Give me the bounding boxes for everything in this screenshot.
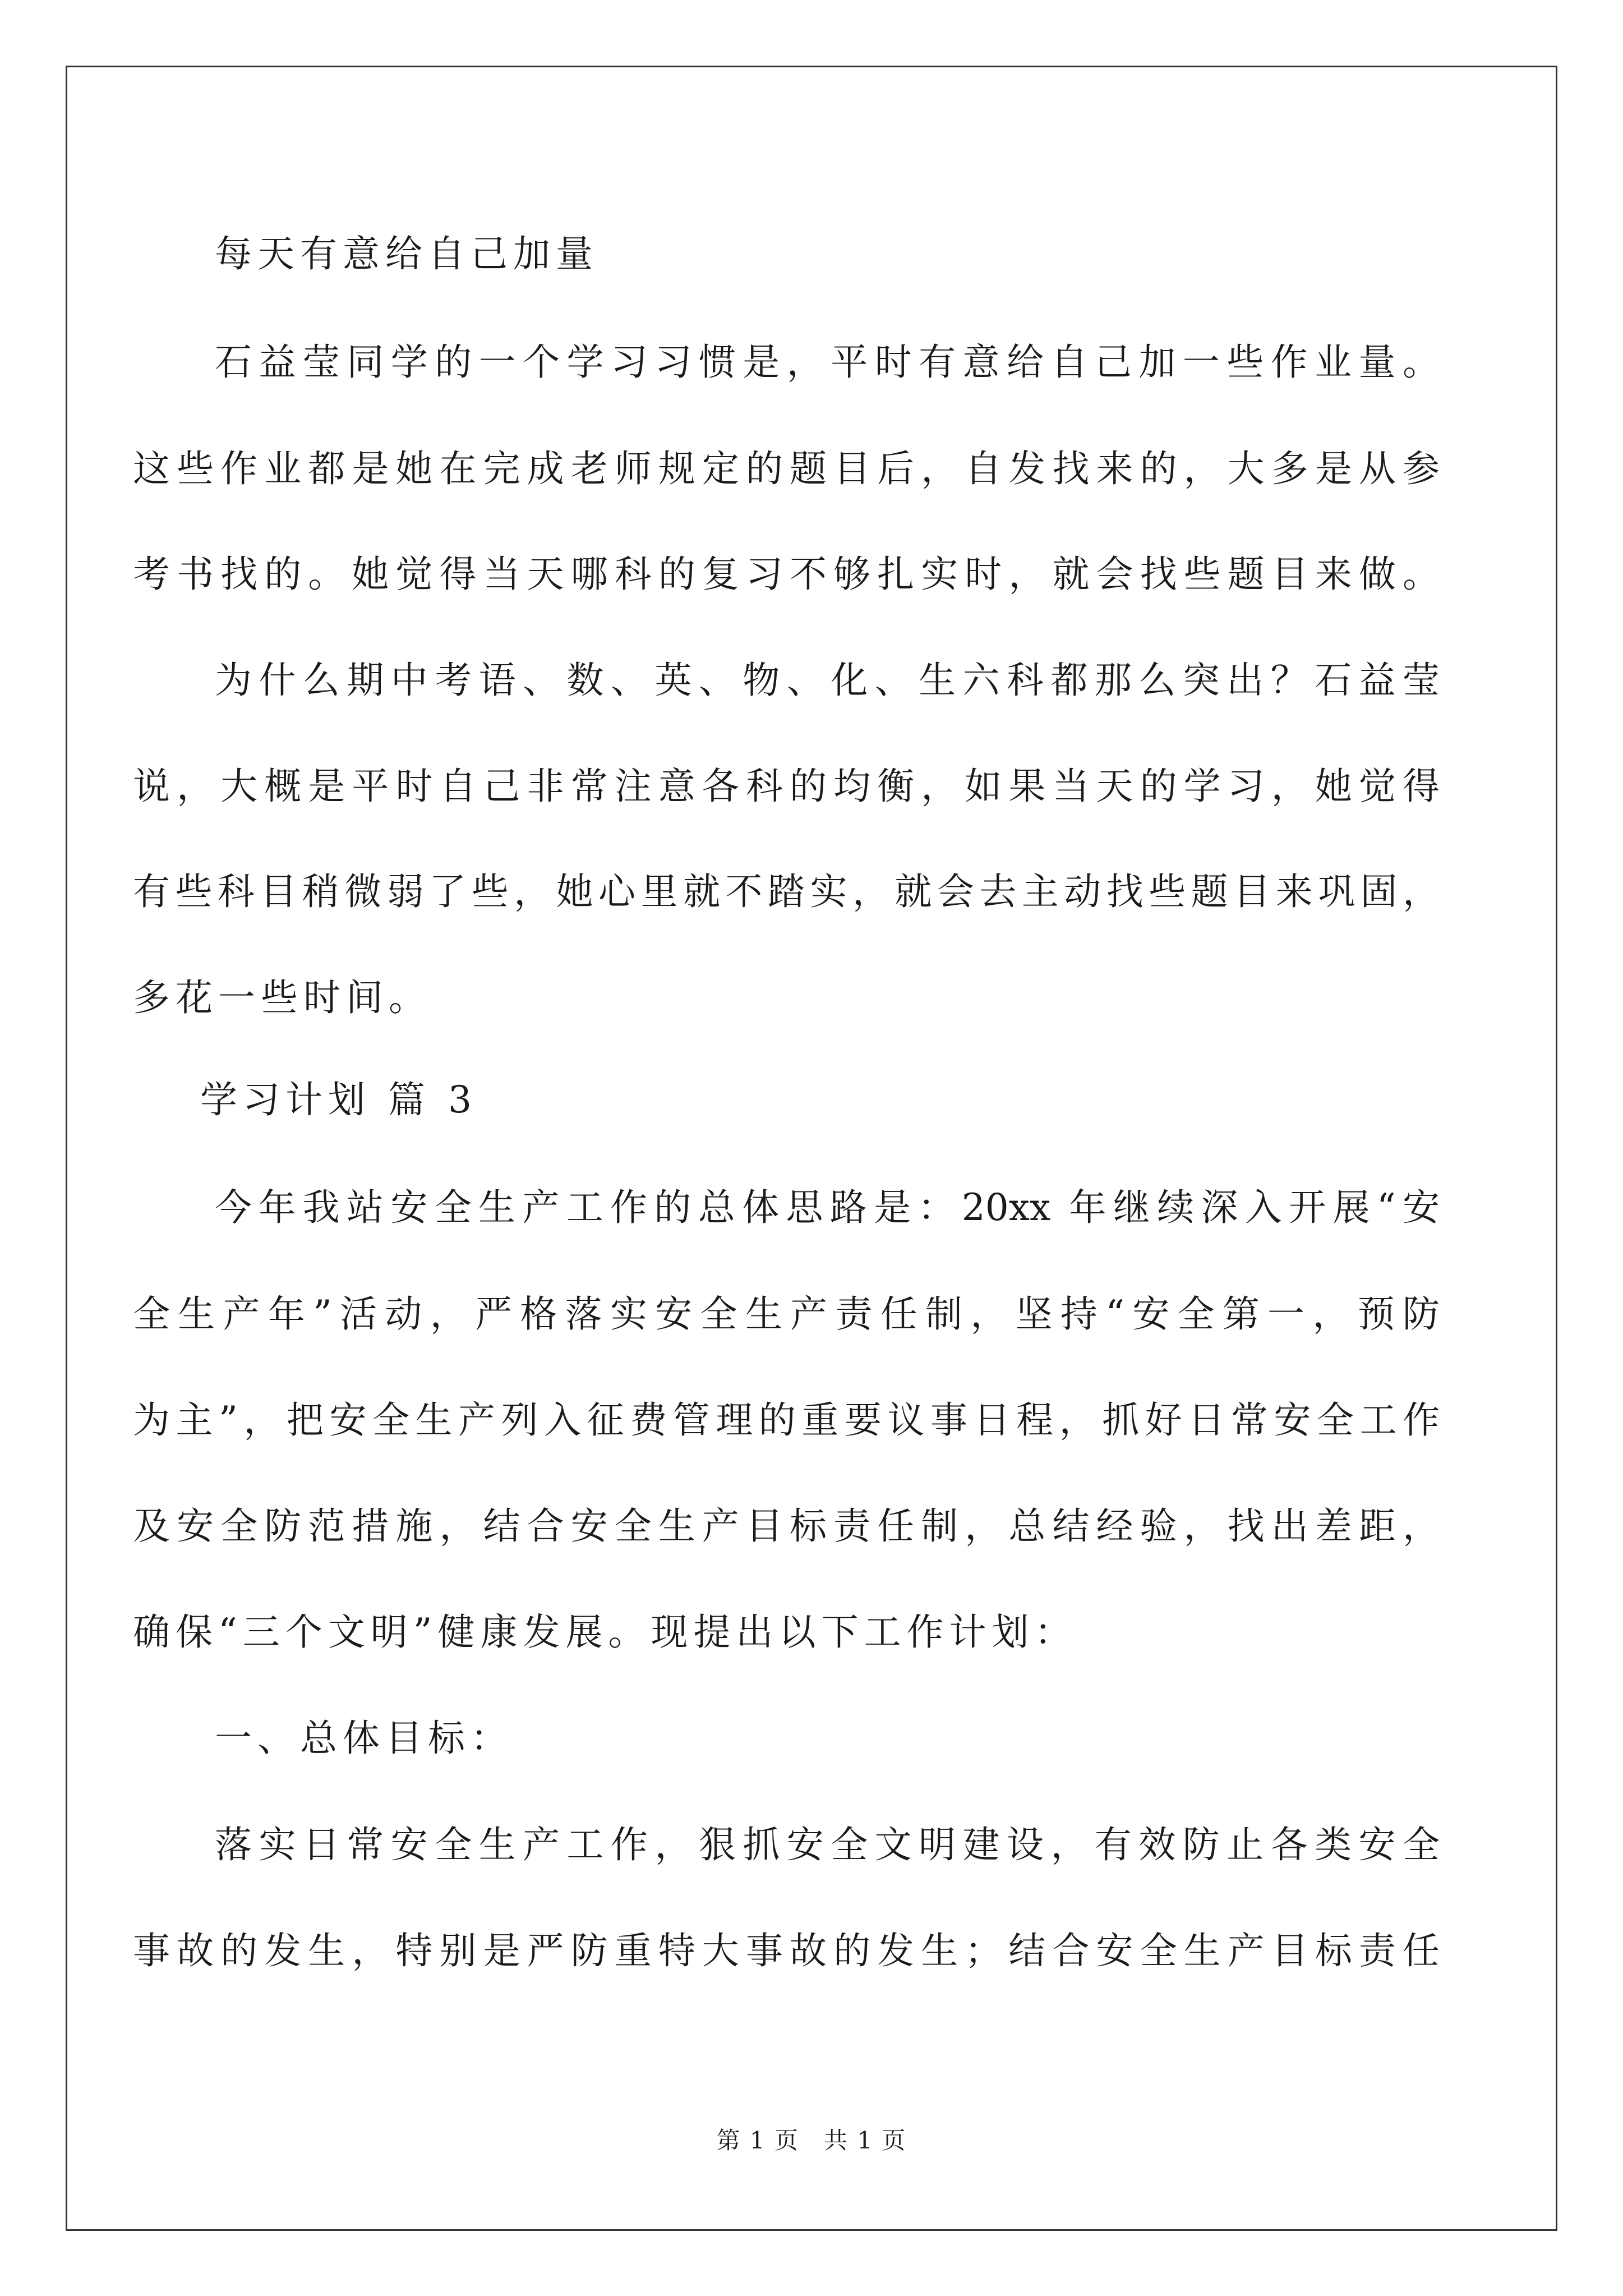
- paragraph-line: 考书找的。她觉得当天哪科的复习不够扎实时，就会找些题目来做。: [133, 553, 1440, 596]
- paragraph-line: 多花一些时间。: [133, 976, 431, 1019]
- subheading-line: 每天有意给自己加量: [215, 232, 598, 275]
- page-border: [66, 66, 1557, 2231]
- paragraph-line: 落实日常安全生产工作，狠抓安全文明建设，有效防止各类安全: [215, 1823, 1440, 1866]
- paragraph-line: 确保“三个文明”健康发展。现提出以下工作计划：: [133, 1611, 1077, 1654]
- paragraph-line: 为主”，把安全生产列入征费管理的重要议事日程，抓好日常安全工作: [133, 1398, 1440, 1442]
- paragraph-line: 事故的发生，特别是严防重特大事故的发生；结合安全生产目标责任: [133, 1929, 1440, 1972]
- page-number: 第 1 页 共 1 页: [716, 2127, 907, 2154]
- paragraph-line: 这些作业都是她在完成老师规定的题目后，自发找来的，大多是从参: [133, 447, 1440, 490]
- paragraph-line: 全生产年”活动，严格落实安全生产责任制，坚持“安全第一，预防: [133, 1292, 1440, 1336]
- subheading-line: 一、总体目标：: [215, 1717, 513, 1760]
- paragraph-line: 及安全防范措施，结合安全生产目标责任制，总结经验，找出差距，: [133, 1504, 1440, 1548]
- paragraph-line: 今年我站安全生产工作的总体思路是：20xx 年继续深入开展“安: [215, 1186, 1440, 1229]
- paragraph-line: 石益莹同学的一个学习习惯是，平时有意给自己加一些作业量。: [215, 341, 1440, 384]
- section-heading: 学习计划 篇 3: [200, 1078, 477, 1121]
- paragraph-line: 说，大概是平时自己非常注意各科的均衡，如果当天的学习，她觉得: [133, 765, 1440, 808]
- paragraph-line: 有些科目稍微弱了些，她心里就不踏实，就会去主动找些题目来巩固，: [133, 870, 1440, 913]
- paragraph-line: 为什么期中考语、数、英、物、化、生六科都那么突出？石益莹: [215, 659, 1440, 702]
